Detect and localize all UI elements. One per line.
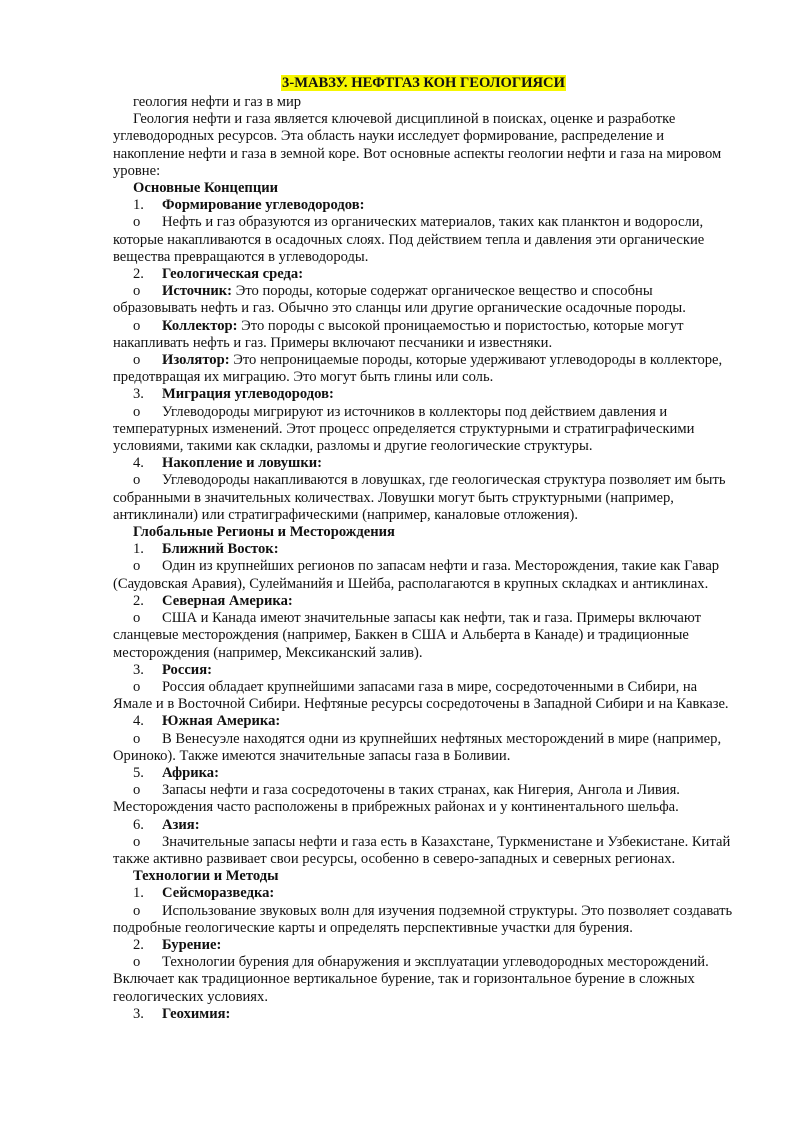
bullet-text: Это породы с высокой проницаемостью и пористостью, которые могут накапливать нефть и газ. Примеры включают песчаники и известняки. (113, 317, 684, 351)
list-item-5 (113, 765, 734, 782)
subtitle: геология нефти и газ в мир (133, 94, 302, 110)
bullet-marker: o (133, 317, 141, 334)
bullet-text: Это непроницаемые породы, которые удерживают углеводороды в коллекторе, предотвращая их миграцию. Это могут быть глины или соль. (113, 352, 723, 386)
list-item-6 (113, 817, 734, 834)
list-number: 1. (133, 541, 144, 558)
list-item-title: Накопление и ловушки: (162, 455, 323, 472)
bullet-paragraph (113, 954, 734, 1006)
list-item-title: Формирование углеводородов: (162, 197, 365, 214)
section-heading-regions: Глобальные Регионы и Месторождения (133, 524, 395, 541)
list-number: 1. (133, 197, 144, 214)
bullet-paragraph (113, 214, 734, 266)
list-item-2 (113, 937, 734, 954)
bullet-marker: o (133, 352, 141, 369)
page-title-text: 3-МАВЗУ. НЕФТГАЗ КОН ГЕОЛОГИЯСИ (282, 75, 565, 91)
bullet-marker: o (133, 902, 141, 919)
bullet-paragraph (113, 679, 734, 713)
bullet-paragraph (113, 283, 734, 317)
list-item-title: Миграция углеводородов: (162, 386, 334, 403)
intro-paragraph: Геология нефти и газа является ключевой дисциплиной в поисках, оценке и разработке углеводородных ресурсов. Эта область науки исследует формирование, распределение и накопление нефти и газа в земной коре. Вот основные аспекты геологии нефти и газа на мировом уровне: (113, 111, 722, 179)
bullet-paragraph (113, 472, 734, 524)
list-item-3 (113, 662, 734, 679)
list-item-4 (113, 713, 734, 730)
list-number: 6. (133, 816, 144, 833)
list-item-title: Геологическая среда: (162, 266, 304, 283)
list-item-title: Геохимия: (162, 1005, 231, 1022)
bullet-marker: o (133, 214, 141, 231)
bullet-marker: o (133, 833, 141, 850)
list-number: 4. (133, 713, 144, 730)
list-item-title: Африка: (162, 764, 219, 781)
bullet-text: Углеводороды накапливаются в ловушках, где геологическая структура позволяет им быть собранными в значительных количествах. Ловушки могут быть структурными (например, антиклинали) или стратиграфическими (например, каналовые отложения). (113, 472, 726, 523)
bullet-marker: o (133, 472, 141, 489)
list-item-title: Сейсморазведка: (162, 885, 275, 902)
bullet-text: Значительные запасы нефти и газа есть в Казахстане, Туркменистане и Узбекистане. Китай также активно развивает свои ресурсы, особенно в северо-западных и северных регионах. (113, 833, 731, 867)
bullet-marker: o (133, 610, 141, 627)
list-item-1 (113, 197, 734, 214)
list-item-title: Бурение: (162, 936, 222, 953)
list-number: 3. (133, 661, 144, 678)
bullet-text: Углеводороды мигрируют из источников в коллекторы под действием давления и температурных изменений. Этот процесс определяется структурными и стратиграфическими условиями, такими как складки, разломы и другие геологические структуры. (113, 403, 695, 455)
section-heading-technologies: Технологии и Методы (133, 868, 279, 885)
bullet-text: Это породы, которые содержат органическое вещество и способны образовывать нефть и газ. Обычно это сланцы или другие органические осадочные породы. (113, 283, 686, 317)
bullet-marker: o (133, 558, 141, 575)
bullet-paragraph (113, 352, 734, 386)
list-number: 3. (133, 1005, 144, 1022)
bullet-paragraph (113, 558, 734, 592)
bullet-paragraph (113, 834, 734, 868)
bullet-marker: o (133, 730, 141, 747)
bullet-label: Коллектор: (162, 317, 238, 334)
bullet-marker: o (133, 403, 141, 420)
bullet-marker: o (133, 782, 141, 799)
bullet-text: Один из крупнейших регионов по запасам нефти и газа. Месторождения, такие как Гавар (Саудовская Аравия), Сулейманийя и Шейба, располагаются в крупных складках и антиклинах. (113, 558, 720, 592)
list-item-title: Россия: (162, 661, 212, 678)
list-item-1 (113, 885, 734, 902)
list-number: 1. (133, 885, 144, 902)
list-item-title: Ближний Восток: (162, 541, 279, 558)
list-item-title: Азия: (162, 816, 200, 833)
bullet-marker: o (133, 954, 141, 971)
list-item-2 (113, 266, 734, 283)
bullet-text: Использование звуковых волн для изучения подземной структуры. Это позволяет создавать подробные геологические карты и определять перспективные участки для бурения. (113, 902, 733, 936)
bullet-marker: o (133, 283, 141, 300)
bullet-marker: o (133, 678, 141, 695)
list-number: 2. (133, 936, 144, 953)
list-item-1 (113, 541, 734, 558)
list-item-title: Северная Америка: (162, 592, 293, 609)
page-title (113, 75, 734, 93)
list-number: 4. (133, 455, 144, 472)
bullet-paragraph (113, 782, 734, 816)
list-item-title: Южная Америка: (162, 713, 281, 730)
bullet-paragraph (113, 404, 734, 456)
bullet-text: Россия обладает крупнейшими запасами газа в мире, сосредоточенными в Сибири, на Ямале и в Восточной Сибири. Нефтяные ресурсы сосредоточены в Западной Сибири и на Кавказе. (113, 678, 729, 713)
bullet-paragraph (113, 318, 734, 352)
bullet-text: Запасы нефти и газа сосредоточены в таких странах, как Нигерия, Ангола и Ливия. Месторождения часто расположены в прибрежных районах и у континентального шельфа. (113, 782, 680, 816)
bullet-label: Изолятор: (162, 352, 230, 369)
list-number: 5. (133, 764, 144, 781)
list-number: 2. (133, 266, 144, 283)
list-item-3 (113, 386, 734, 403)
bullet-text: Нефть и газ образуются из органических материалов, таких как планктон и водоросли, которые накапливаются в осадочных слоях. Под действием тепла и давления эти органические вещества превращаются в углеводороды. (113, 214, 705, 265)
bullet-paragraph (113, 731, 734, 765)
list-item-4 (113, 455, 734, 472)
bullet-paragraph (113, 610, 734, 662)
bullet-text: США и Канада имеют значительные запасы как нефти, так и газа. Примеры включают сланцевые месторождения (например, Баккен в США и Альберта в Канаде) и традиционные месторождения (например, Мексиканский залив). (113, 610, 701, 661)
bullet-text: В Венесуэле находятся одни из крупнейших нефтяных месторождений в мире (например, Ориноко). Также имеются значительные запасы газа в Боливии. (113, 730, 722, 764)
list-number: 2. (133, 592, 144, 609)
bullet-paragraph (113, 903, 734, 937)
list-number: 3. (133, 386, 144, 403)
list-item-3 (113, 1006, 734, 1023)
bullet-label: Источник: (162, 283, 233, 300)
list-item-2 (113, 593, 734, 610)
bullet-text: Технологии бурения для обнаружения и эксплуатации углеводородных месторождений. Включает как традиционное вертикальное бурение, так и горизонтальное бурение в сложных геологических условиях. (113, 954, 709, 1005)
section-heading-concepts: Основные Концепции (133, 180, 279, 197)
